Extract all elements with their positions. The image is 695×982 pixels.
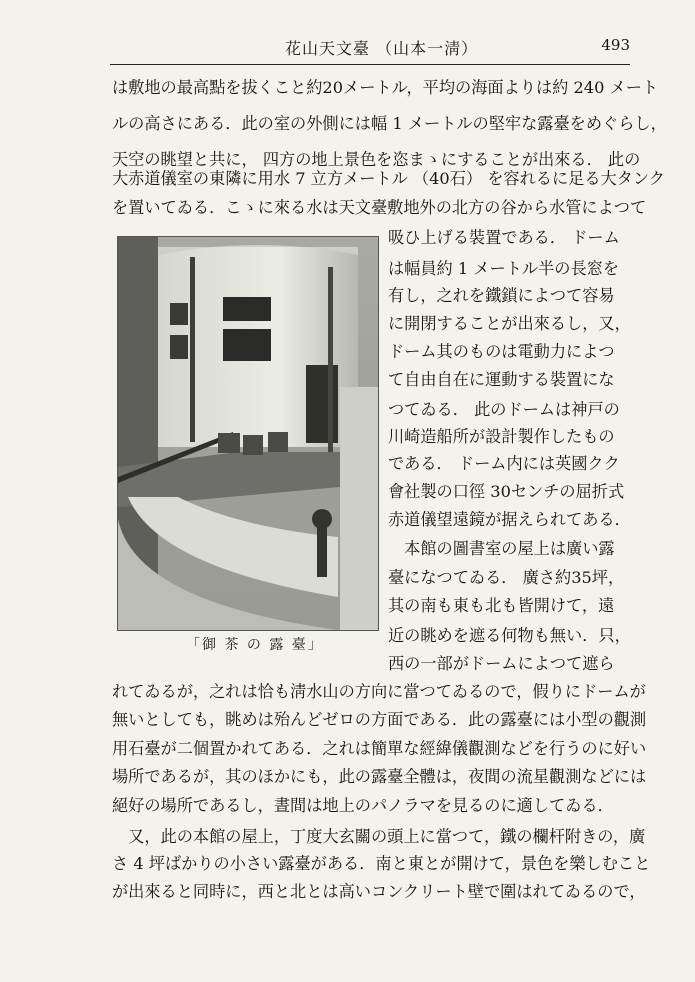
text-line: 天空の眺望と共に， 四方の地上景色を恣まゝにすることが出來る． 此の bbox=[112, 150, 641, 169]
text-line: を置いてゐる．こゝに來る水は天文臺敷地外の北方の谷から水管によつて bbox=[112, 198, 647, 217]
text-line: 吸ひ上げる裝置である． ドーム bbox=[388, 228, 620, 247]
text-line: つてゐる． 此のドームは神戸の bbox=[388, 400, 620, 419]
text-line: ドーム其のものは電動力によつ bbox=[388, 342, 615, 361]
text-line: 近の眺めを遮る何物も無い．只， bbox=[388, 626, 631, 645]
text-line: 會社製の口徑 30センチの屈折式 bbox=[388, 482, 625, 501]
text-line: 赤道儀望遠鏡が据えられてある． bbox=[388, 510, 631, 529]
figure-caption: 「御 茶 の 露 臺」 bbox=[186, 637, 324, 653]
text-line: 用石臺が二個置かれてある．之れは簡單な經緯儀觀測などを行うのに好い bbox=[112, 739, 647, 758]
text-line: は敷地の最高點を拔くこと約20メートル，平均の海面よりは約 240 メート bbox=[112, 78, 659, 97]
text-line: が出來ると同時に，西と北とは高いコンクリート壁で圍はれてゐるので， bbox=[112, 882, 646, 901]
text-line: さ 4 坪ばかりの小さい露臺がある．南と東とが開けて，景色を樂しむこと bbox=[112, 854, 651, 873]
text-line: 本館の圖書室の屋上は廣い露 bbox=[388, 539, 615, 558]
text-line: は幅員約 1 メートル半の長窓を bbox=[388, 259, 620, 278]
text-line: て自由自在に運動する裝置にな bbox=[388, 370, 615, 389]
text-line: 川崎造船所が設計製作したもの bbox=[388, 427, 615, 446]
text-line: に開閉することが出來るし，又， bbox=[388, 314, 631, 333]
page-number: 493 bbox=[601, 36, 630, 54]
text-line: 場所であるが，其のほかにも，此の露臺全體は，夜間の流星觀測などには bbox=[112, 767, 647, 786]
text-line: 大赤道儀室の東隣に用水 7 立方メートル （40石） を容れるに足る大タンク bbox=[112, 169, 665, 188]
running-title: 花山天文臺 （山本一淸） bbox=[285, 39, 479, 58]
terrace-photo-illustration bbox=[118, 237, 378, 630]
text-line: 臺になつてゐる． 廣さ約35坪， bbox=[388, 568, 625, 587]
text-line: 絕好の場所であるし，晝間は地上のパノラマを見るのに適してゐる． bbox=[112, 796, 614, 815]
text-line: れてゐるが，之れは恰も淸水山の方向に當つてゐるので，假りにドームが bbox=[112, 682, 646, 701]
text-line: ルの高さにある．此の室の外側には幅 1 メートルの堅牢な露臺をめぐらし， bbox=[112, 114, 667, 133]
photo-observatory-terrace bbox=[117, 236, 379, 631]
page-header bbox=[110, 36, 630, 60]
text-line: 又，此の本館の屋上，丁度大玄關の頭上に當つて，鐵の欄杆附きの，廣 bbox=[112, 827, 646, 846]
text-line: 有し，之れを鐵鎖によつて容易 bbox=[388, 286, 615, 305]
header-rule bbox=[110, 64, 630, 65]
text-line: 無いとしても，眺めは殆んどゼロの方面である．此の露臺には小型の觀測 bbox=[112, 710, 647, 729]
text-line: である． ドーム内には英國クク bbox=[388, 454, 620, 473]
text-line: 其の南も東も北も皆開けて，遠 bbox=[388, 596, 615, 615]
text-line: 西の一部がドームによつて遮ら bbox=[388, 654, 615, 673]
